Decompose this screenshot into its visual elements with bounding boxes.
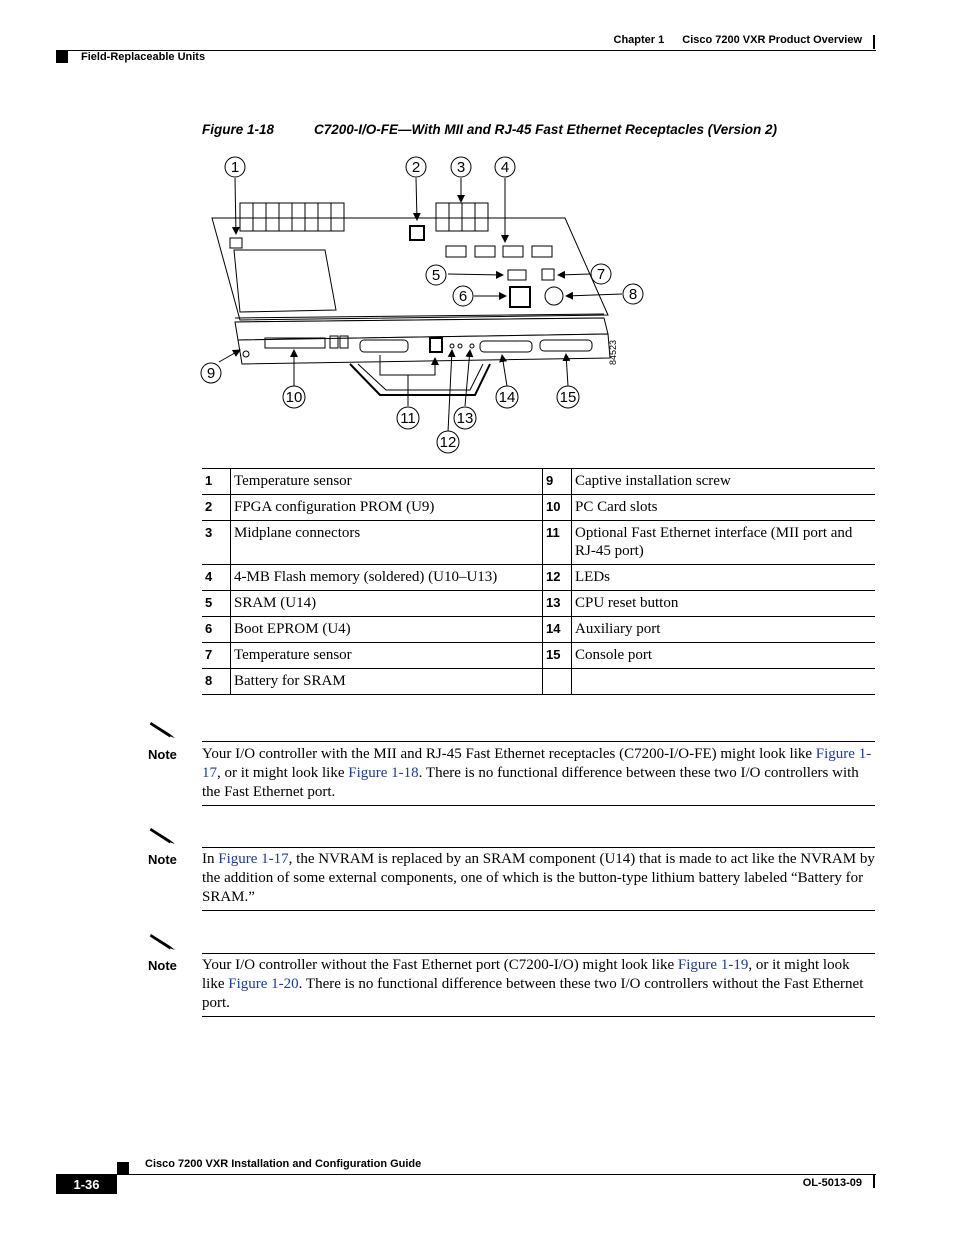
- legend-number: 3: [202, 521, 231, 565]
- svg-text:1: 1: [230, 159, 240, 176]
- legend-description: Boot EPROM (U4): [231, 617, 543, 643]
- callout-13: [454, 407, 476, 429]
- callout-6: [453, 286, 473, 306]
- svg-text:9: 9: [206, 365, 216, 382]
- legend-row: [202, 495, 875, 521]
- page-number: 1-36: [56, 1174, 117, 1194]
- header-bar: [873, 35, 875, 49]
- svg-text:15: 15: [559, 389, 577, 406]
- figure-id: 84523: [608, 339, 618, 365]
- callout-14: [496, 386, 518, 408]
- figure-number: Figure 1-18: [202, 122, 275, 137]
- legend-description: Optional Fast Ethernet interface (MII port and RJ-45 port): [572, 521, 876, 565]
- svg-text:8: 8: [628, 286, 638, 303]
- legend-description: Temperature sensor: [231, 469, 543, 495]
- legend-description: PC Card slots: [572, 495, 876, 521]
- legend-number: 10: [543, 495, 572, 521]
- svg-text:2: 2: [411, 159, 421, 176]
- note-rule-top: [202, 953, 875, 954]
- note-label: Note: [148, 852, 177, 867]
- legend-row: [202, 643, 875, 669]
- legend-description: Captive installation screw: [572, 469, 876, 495]
- legend-number: 1: [202, 469, 231, 495]
- figure-link[interactable]: Figure 1-18: [348, 765, 419, 781]
- figure-link[interactable]: Figure 1-17: [202, 746, 872, 781]
- note-1: [148, 720, 875, 808]
- svg-text:6: 6: [458, 288, 468, 305]
- callout-3: [451, 157, 471, 177]
- legend-number: 7: [202, 643, 231, 669]
- doc-number: OL-5013-09: [802, 1177, 862, 1189]
- legend-number: 11: [543, 521, 572, 565]
- svg-text:3: 3: [456, 159, 466, 176]
- note-label: Note: [148, 747, 177, 762]
- legend-description: FPGA configuration PROM (U9): [231, 495, 543, 521]
- note-2: [148, 826, 875, 914]
- note-rule-bottom: [202, 805, 875, 806]
- note-rule-top: [202, 847, 875, 848]
- svg-text:12: 12: [439, 434, 457, 451]
- callout-4: [495, 157, 515, 177]
- figure-link[interactable]: Figure 1-17: [218, 851, 289, 867]
- legend-number: 8: [202, 669, 231, 695]
- callout-legend-table: [202, 468, 875, 695]
- callout-2: [406, 157, 426, 177]
- figure-link[interactable]: Figure 1-19: [677, 957, 749, 973]
- callout-9: [201, 363, 221, 383]
- chapter-number: Chapter 1: [613, 34, 665, 46]
- legend-description: Midplane connectors: [231, 521, 543, 565]
- svg-text:7: 7: [596, 266, 606, 283]
- legend-description: Auxiliary port: [572, 617, 876, 643]
- legend-description: 4-MB Flash memory (soldered) (U10–U13): [231, 565, 543, 591]
- pencil-icon: [148, 932, 178, 952]
- callout-11: [397, 407, 419, 429]
- legend-number: 4: [202, 565, 231, 591]
- running-header: [614, 34, 863, 46]
- svg-text:10: 10: [285, 389, 303, 406]
- note-rule-bottom: [202, 1016, 875, 1017]
- note-3: [148, 932, 875, 1020]
- legend-description: CPU reset button: [572, 591, 876, 617]
- callout-10: [283, 386, 305, 408]
- note-text: In Figure 1-17, the NVRAM is replaced by an SRAM component (U14) that is made to act like the NVRAM by the addition of some external components, one of which is the button-type lithium battery labeled “Battery for SRAM.”: [202, 851, 875, 905]
- legend-row: [202, 521, 875, 565]
- svg-text:13: 13: [456, 410, 474, 427]
- legend-number: 14: [543, 617, 572, 643]
- note-label: Note: [148, 958, 177, 973]
- circuit-board: [212, 203, 610, 395]
- legend-number: 2: [202, 495, 231, 521]
- footer-marker: [117, 1162, 129, 1174]
- footer-bar: [873, 1174, 875, 1188]
- section-title: Field-Replaceable Units: [81, 51, 206, 63]
- legend-description: LEDs: [572, 565, 876, 591]
- legend-row: [202, 469, 875, 495]
- svg-text:4: 4: [500, 159, 510, 176]
- callout-1: [225, 157, 245, 177]
- callout-5: [426, 265, 446, 285]
- legend-description: Temperature sensor: [231, 643, 543, 669]
- legend-description: Console port: [572, 643, 876, 669]
- legend-number: 6: [202, 617, 231, 643]
- legend-row: [202, 565, 875, 591]
- footer-rule: [56, 1174, 876, 1175]
- chapter-title: Cisco 7200 VXR Product Overview: [682, 34, 862, 46]
- callout-15: [557, 386, 579, 408]
- svg-text:14: 14: [498, 389, 516, 406]
- legend-description: Battery for SRAM: [231, 669, 543, 695]
- legend-description: SRAM (U14): [231, 591, 543, 617]
- note-rule-top: [202, 741, 875, 742]
- legend-description: [572, 669, 876, 695]
- legend-number: 5: [202, 591, 231, 617]
- pencil-icon: [148, 720, 178, 740]
- svg-text:11: 11: [400, 410, 416, 427]
- callout-8: [623, 284, 643, 304]
- figure-caption: [202, 122, 777, 137]
- figure-link[interactable]: Figure 1-20: [228, 976, 299, 992]
- legend-number: 15: [543, 643, 572, 669]
- callout-7: [591, 264, 611, 284]
- legend-row: [202, 669, 875, 695]
- legend-number: [543, 669, 572, 695]
- guide-title: Cisco 7200 VXR Installation and Configuration Guide: [145, 1158, 422, 1170]
- note-rule-bottom: [202, 910, 875, 911]
- header-marker: [56, 51, 68, 63]
- note-text: Your I/O controller with the MII and RJ-45 Fast Ethernet receptacles (C7200-I/O-FE) might look like Figure 1-17, or it might look like Figure 1-18. There is no functional difference between these two I/O controllers with the Fast Ethernet port.: [202, 746, 872, 800]
- io-controller-diagram: [190, 150, 650, 460]
- legend-number: 12: [543, 565, 572, 591]
- note-text: Your I/O controller without the Fast Ethernet port (C7200-I/O) might look like Figure 1-19, or it might look like Figure 1-20. There is no functional difference between these two I/O controllers without the Fast Ethernet port.: [202, 957, 864, 1011]
- callout-12: [437, 431, 459, 453]
- legend-number: 9: [543, 469, 572, 495]
- svg-text:5: 5: [431, 267, 441, 284]
- pencil-icon: [148, 826, 178, 846]
- legend-row: [202, 591, 875, 617]
- figure-title: C7200-I/O-FE—With MII and RJ-45 Fast Ethernet Receptacles (Version 2): [314, 122, 777, 137]
- legend-number: 13: [543, 591, 572, 617]
- legend-row: [202, 617, 875, 643]
